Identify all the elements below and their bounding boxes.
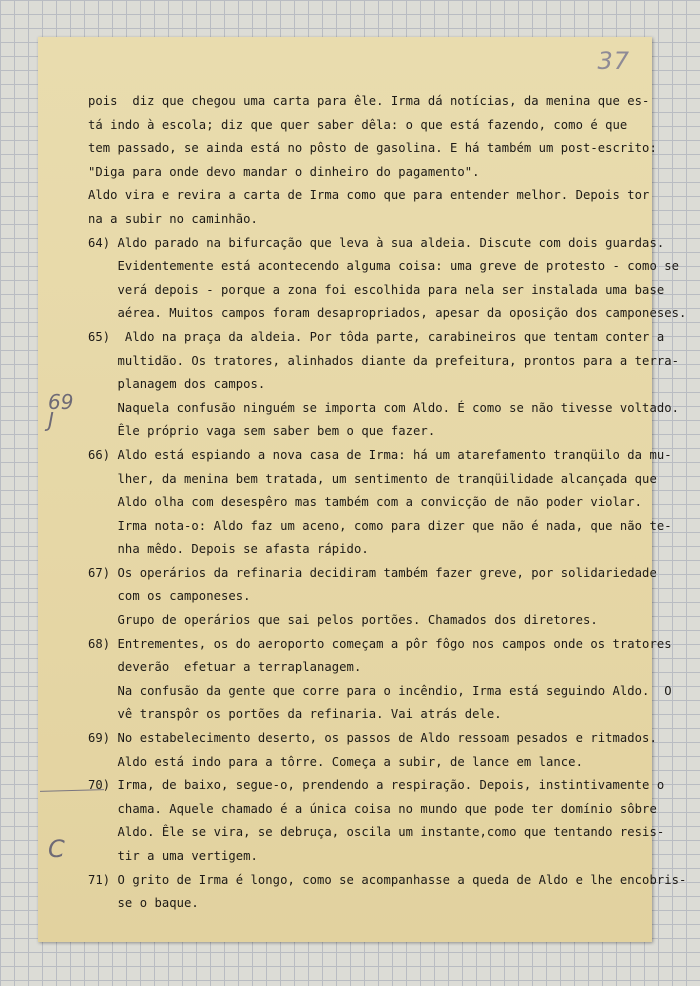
margin-handwritten-note: 69 J: [48, 390, 74, 432]
typewritten-page: [38, 37, 687, 942]
script-text: pois diz que chegou uma carta para êle. Irma dá notícias, da menina que es- tá indo à escola; diz que quer saber dêla: o que está fazendo, como é que tem passado, se ainda está no pôsto de gasolina. E há também um post-escrito: "Diga para onde devo mandar o dinheiro do pagamento". Aldo vira e revira a carta de Irma como que para entender melhor. Depois tor na a subir no caminhão. 64) Aldo parado na bifurcação que leva à sua aldeia. Discute com dois guardas. Evidentemente está acontecendo alguma coisa: uma greve de protesto - como se verá depois - porque a zona foi escolhida para nela ser instalada uma base aérea. Muitos campos foram desapropriados, apesar da oposição dos camponeses. 65) Aldo na praça da aldeia. Por tôda parte, carabineiros que tentam conter a multidão. Os tratores, alinhados diante da prefeitura, prontos para a terra- planagem dos campos. Naquela confusão ninguém se importa com Aldo. É como se não tivesse voltado. Êle próprio vaga sem saber bem o que fazer. 66) Aldo está espiando a nova casa de Irma: há um atarefamento tranqüilo da mu- lher, da menina bem tratada, um sentimento de tranqüilidade alcançada que Aldo olha com desespêro mas também com a convicção de não poder violar. Irma nota-o: Aldo faz um aceno, como para dizer que não é nada, que não te- nha mêdo. Depois se afasta rápido. 67) Os operários da refinaria decidiram também fazer greve, por solidariedade com os camponeses. Grupo de operários que sai pelos portões. Chamados dos diretores. 68) Entrementes, os do aeroporto começam a pôr fôgo nos campos onde os tratores deverão efetuar a terraplanagem. Na confusão da gente que corre para o incêndio, Irma está seguindo Aldo. O vê transpôr os portões da refinaria. Vai atrás dele. 69) No estabelecimento deserto, os passos de Aldo ressoam pesados e ritmados. Aldo está indo para a tôrre. Começa a subir, de lance em lance. 70) Irma, de baixo, segue-o, prendendo a respiração. Depois, instintivamente o chama. Aquele chamado é a única coisa no mundo que pode ter domínio sôbre Aldo. Êle se vira, se debruça, oscila um instante,como que tentando resis- tir a uma vertigem. 71) O grito de Irma é longo, como se acompanhasse a queda de Aldo e lhe encobris- se o baque.: [88, 94, 687, 911]
page-number: 37: [597, 47, 630, 75]
margin-handwritten-mark: C: [48, 835, 65, 863]
